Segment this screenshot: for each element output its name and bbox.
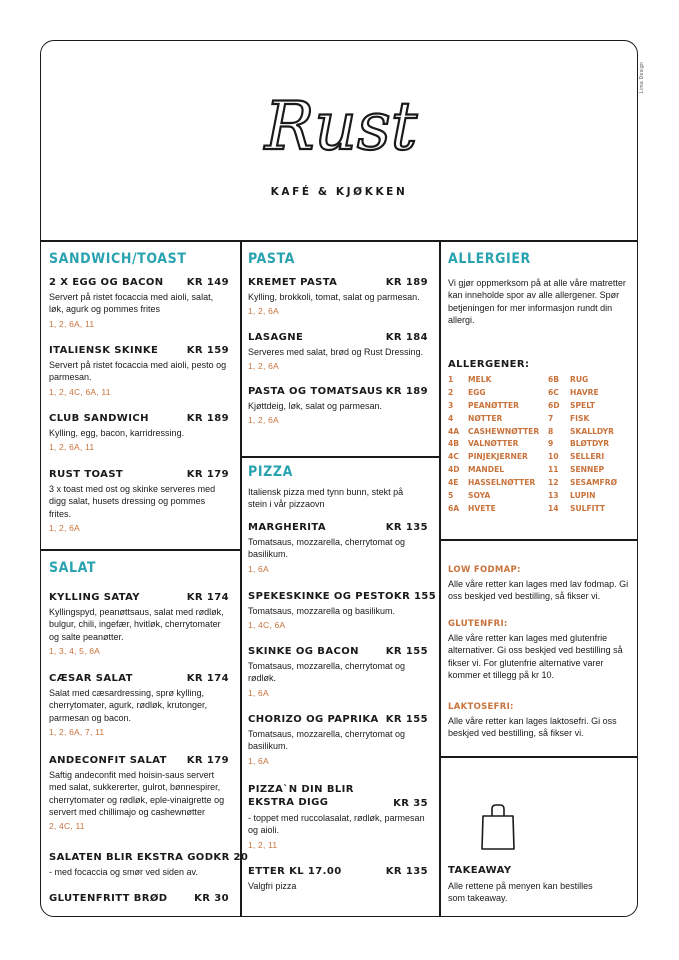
menu-item — [248, 646, 428, 698]
item-description: Kylling, egg, bacon, karridressing. — [49, 428, 185, 438]
item-description: - med focaccia og smør ved siden av. — [49, 867, 198, 877]
item-price: KR 155 — [393, 591, 437, 602]
menu-item — [248, 522, 428, 574]
section-title-salat: SALAT — [49, 560, 97, 576]
allergen-row — [448, 374, 628, 387]
allergen-code: 4E — [448, 478, 459, 488]
designer-credit: Lima Design — [639, 62, 645, 94]
section-title-sandwich: SANDWICH/TOAST — [49, 251, 187, 267]
item-description: Valgfri pizza — [248, 881, 297, 891]
allergen-code: 6A — [448, 503, 460, 513]
item-price: KR 30 — [194, 893, 229, 904]
shopping-bag-icon — [481, 804, 515, 850]
allergen-name: SKALLDYR — [570, 426, 615, 436]
allergen-code: 12 — [548, 478, 559, 488]
column-divider-1 — [240, 240, 242, 917]
item-description: Tomatsaus, mozzarella, cherrytomat og basilikum. — [248, 729, 406, 752]
menu-item — [248, 591, 437, 631]
item-name: SALATEN BLIR EKSTRA GOD — [49, 852, 214, 863]
item-price: KR 149 — [186, 277, 229, 288]
menu-item — [49, 755, 229, 831]
item-price: KR 179 — [186, 469, 229, 480]
item-description: Kyllingspyd, peanøttsaus, salat med rødløk, bulgur, chili, ingefær, hvitløk, cherrytomater og salte peanøtter. — [49, 607, 224, 642]
allergen-codes: 1, 2, 4C, 6A, 11 — [49, 386, 111, 397]
allergen-name: EGG — [468, 387, 486, 397]
item-name: ITALIENSK SKINKE — [49, 345, 159, 356]
allergen-codes: 1, 6A — [248, 563, 269, 574]
menu-item — [49, 469, 229, 533]
item-description: 3 x toast med ost og skinke serveres med digg salat, husets dressing og pommes frites. — [49, 484, 216, 519]
glutenfri-text: Alle våre retter kan lages med glutenfrie alternativer. Gi oss beskjed ved bestilling så fikser vi. For glutenfrie alternative varer kommer et tillegg på kr 10. — [448, 633, 623, 680]
allergen-codes: 1, 2, 11 — [248, 839, 278, 850]
item-description: Tomatsaus, mozzarella, cherrytomat og rødløk. — [248, 661, 406, 684]
allergen-code: 4A — [448, 426, 460, 436]
item-name: ANDECONFIT SALAT — [49, 755, 167, 766]
item-name: ETTER KL 17.00 — [248, 866, 342, 877]
item-name: GLUTENFRITT BRØD — [49, 893, 168, 904]
item-name: KYLLING SATAY — [49, 592, 140, 603]
laktosefri-heading: LAKTOSEFRI: — [448, 702, 514, 712]
allergen-code: 1 — [448, 375, 454, 384]
section-title-pasta: PASTA — [248, 251, 296, 267]
allergen-name: VALNØTTER — [468, 439, 519, 449]
allergen-name: NØTTER — [468, 413, 503, 423]
allergen-codes: 1, 2, 6A, 11 — [49, 318, 95, 329]
tagline: KAFÉ & KJØKKEN — [270, 186, 408, 198]
allergen-code: 4D — [448, 465, 460, 475]
allergen-row — [448, 413, 628, 426]
allergen-name: BLØTDYR — [570, 439, 610, 449]
allergen-name: HVETE — [468, 503, 496, 513]
allergen-list — [448, 374, 628, 516]
item-name: 2 X EGG OG BACON — [49, 277, 164, 288]
item-description: Tomatsaus, mozzarella og basilikum. — [248, 606, 396, 616]
item-name: CLUB SANDWICH — [49, 413, 149, 424]
allergen-code: 3 — [448, 400, 454, 410]
allergen-row — [448, 387, 628, 400]
item-name: PIZZA`N DIN BLIR EKSTRA DIGG — [248, 784, 354, 808]
takeaway-text: Alle rettene på menyen kan bestilles som takeaway. — [448, 881, 593, 904]
allergi-notes-divider — [439, 539, 638, 541]
pasta-pizza-divider — [240, 456, 439, 458]
item-price: KR 189 — [385, 386, 428, 397]
allergen-codes: 1, 2, 6A — [248, 361, 279, 372]
item-description: Tomatsaus, mozzarella, cherrytomat og basilikum. — [248, 537, 406, 560]
menu-item — [248, 386, 428, 425]
header-divider — [41, 240, 638, 242]
takeaway-heading: TAKEAWAY — [448, 865, 512, 876]
menu-item — [49, 673, 229, 737]
item-price: KR 135 — [385, 866, 428, 877]
allergen-row — [448, 451, 628, 464]
rust-logo — [236, 81, 446, 171]
menu-item — [49, 345, 229, 397]
item-name: KREMET PASTA — [248, 277, 338, 288]
allergen-codes: 2, 4C, 11 — [49, 821, 85, 832]
allergen-code: 7 — [548, 413, 554, 423]
allergen-name: SESAMFRØ — [570, 478, 618, 488]
allergi-intro: Vi gjør oppmerksom på at alle våre matretter kan inneholde spor av alle allergener. Spør betjeningen for mer informasjon rundt din allergi. — [448, 278, 626, 325]
allergen-name: SPELT — [570, 400, 595, 410]
low-fodmap-heading: LOW FODMAP: — [448, 565, 521, 575]
menu-item — [248, 332, 428, 371]
logo-text: Rust — [264, 88, 418, 165]
allergen-name: SENNEP — [570, 465, 605, 475]
allergen-name: SELLERI — [570, 452, 605, 462]
menu-item — [49, 277, 229, 329]
pizza-intro: Italiensk pizza med tynn bunn, stekt på stein i vår pizzaovn — [248, 487, 404, 510]
allergen-row — [448, 438, 628, 451]
allergen-codes: 1, 6A — [248, 755, 269, 766]
item-name: MARGHERITA — [248, 522, 327, 533]
allergen-name: RUG — [570, 375, 589, 384]
allergen-code: 5 — [448, 491, 454, 501]
allergen-code: 11 — [548, 465, 559, 475]
item-description: Serveres med salat, brød og Rust Dressing. — [248, 347, 424, 357]
allergen-name: HAVRE — [570, 387, 599, 397]
item-description: Kjøttdeig, løk, salat og parmesan. — [248, 401, 383, 411]
item-price: KR 35 — [393, 798, 428, 809]
allergen-codes: 1, 2, 6A — [49, 522, 80, 533]
item-name: SKINKE OG BACON — [248, 646, 359, 657]
allergen-codes: 1, 2, 6A, 11 — [49, 442, 95, 453]
item-price: KR 184 — [385, 332, 428, 343]
allergen-row — [448, 464, 628, 477]
section-title-allergier: ALLERGIER — [448, 251, 531, 267]
item-price: KR 155 — [385, 646, 428, 657]
allergen-name: HASSELNØTTER — [468, 478, 536, 488]
low-fodmap-text: Alle våre retter kan lages med lav fodmap. Gi oss beskjed ved bestilling, så fikser vi. — [448, 579, 629, 602]
section-title-pizza: PIZZA — [248, 464, 293, 480]
allergen-code: 4C — [448, 452, 459, 462]
allergen-code: 2 — [448, 387, 454, 397]
menu-item — [49, 893, 229, 904]
allergen-codes: 1, 3, 4, 5, 6A — [49, 645, 100, 656]
allergen-row — [448, 503, 628, 516]
allergen-name: MELK — [468, 375, 492, 384]
item-description: Salat med cæsardressing, sprø kylling, cherrytomater, agurk, rødløk, krutonger, parmesan og bacon. — [49, 688, 208, 723]
allergen-code: 6D — [548, 400, 560, 410]
column-divider-2 — [439, 240, 441, 917]
item-name: CHORIZO OG PAPRIKA — [248, 714, 379, 725]
item-description: - toppet med ruccolasalat, rødløk, parmesan og aioli. — [248, 813, 425, 836]
allergen-code: 6C — [548, 387, 559, 397]
menu-item — [248, 277, 428, 316]
menu-item — [49, 592, 229, 656]
item-price: KR 159 — [186, 345, 229, 356]
menu-card — [40, 40, 638, 917]
allergen-codes: 1, 2, 6A — [248, 415, 279, 426]
glutenfri-heading: GLUTENFRI: — [448, 619, 508, 629]
item-name: SPEKESKINKE OG PESTO — [248, 591, 394, 602]
allergen-code: 10 — [548, 452, 559, 462]
menu-header — [41, 41, 637, 241]
item-name: PASTA OG TOMATSAUS — [248, 386, 384, 397]
allergen-name: PINJEKJERNER — [468, 452, 528, 462]
item-price: KR 155 — [385, 714, 428, 725]
item-price: KR 174 — [186, 673, 229, 684]
allergen-row — [448, 477, 628, 490]
item-description: Kylling, brokkoli, tomat, salat og parmesan. — [248, 292, 420, 302]
item-description: Saftig andeconfit med hoisin-saus servert med salat, sukkererter, gulrot, bønnespirer, cherrytomater og rødløk, eple-vinaigrette og servert med chillimajo og cashewnøtter — [49, 770, 225, 817]
allergen-row — [448, 400, 628, 413]
allergen-codes: 1, 6A — [248, 687, 269, 698]
item-name: CÆSAR SALAT — [49, 673, 133, 684]
item-price: KR 179 — [186, 755, 229, 766]
allergen-codes: 1, 4C, 6A — [248, 620, 286, 631]
allergen-code: 6B — [548, 375, 560, 384]
allergen-code: 13 — [548, 491, 559, 501]
notes-takeaway-divider — [439, 756, 638, 758]
allergen-name: FISK — [570, 413, 590, 423]
allergen-name: MANDEL — [468, 465, 505, 475]
item-description: Servert på ristet focaccia med aioli, salat, løk, agurk og pommes frites — [49, 292, 214, 315]
allergen-codes: 1, 2, 6A — [248, 306, 279, 317]
sandwich-salat-divider — [41, 549, 240, 551]
item-price: KR 20 — [213, 852, 249, 863]
allergen-codes: 1, 2, 6A, 7, 11 — [49, 726, 105, 737]
allergen-row — [448, 490, 628, 503]
allergen-name: PEANØTTER — [468, 400, 520, 410]
menu-item — [49, 852, 249, 878]
allergen-heading: ALLERGENER: — [448, 359, 530, 370]
allergen-code: 14 — [548, 503, 559, 513]
item-name: LASAGNE — [248, 332, 304, 343]
item-description: Servert på ristet focaccia med aioli, pesto og parmesan. — [49, 360, 227, 383]
allergen-name: LUPIN — [570, 491, 596, 501]
item-name: RUST TOAST — [49, 469, 124, 480]
allergen-code: 4B — [448, 439, 460, 449]
allergen-name: SULFITT — [570, 503, 606, 513]
menu-item — [248, 714, 428, 766]
laktosefri-text: Alle våre retter kan lages laktosefri. Gi oss beskjed ved bestilling, så fikser vi. — [448, 716, 617, 739]
menu-item — [248, 866, 428, 892]
item-price: KR 174 — [186, 592, 229, 603]
item-price: KR 189 — [385, 277, 428, 288]
allergen-code: 9 — [548, 439, 554, 449]
allergen-code: 4 — [448, 413, 454, 423]
allergen-name: CASHEWNØTTER — [468, 426, 540, 436]
allergen-name: SOYA — [468, 491, 491, 501]
item-price: KR 135 — [385, 522, 428, 533]
allergen-row — [448, 426, 628, 439]
item-price: KR 189 — [186, 413, 229, 424]
menu-item — [248, 783, 428, 850]
menu-item — [49, 413, 229, 452]
allergen-code: 8 — [548, 426, 554, 436]
